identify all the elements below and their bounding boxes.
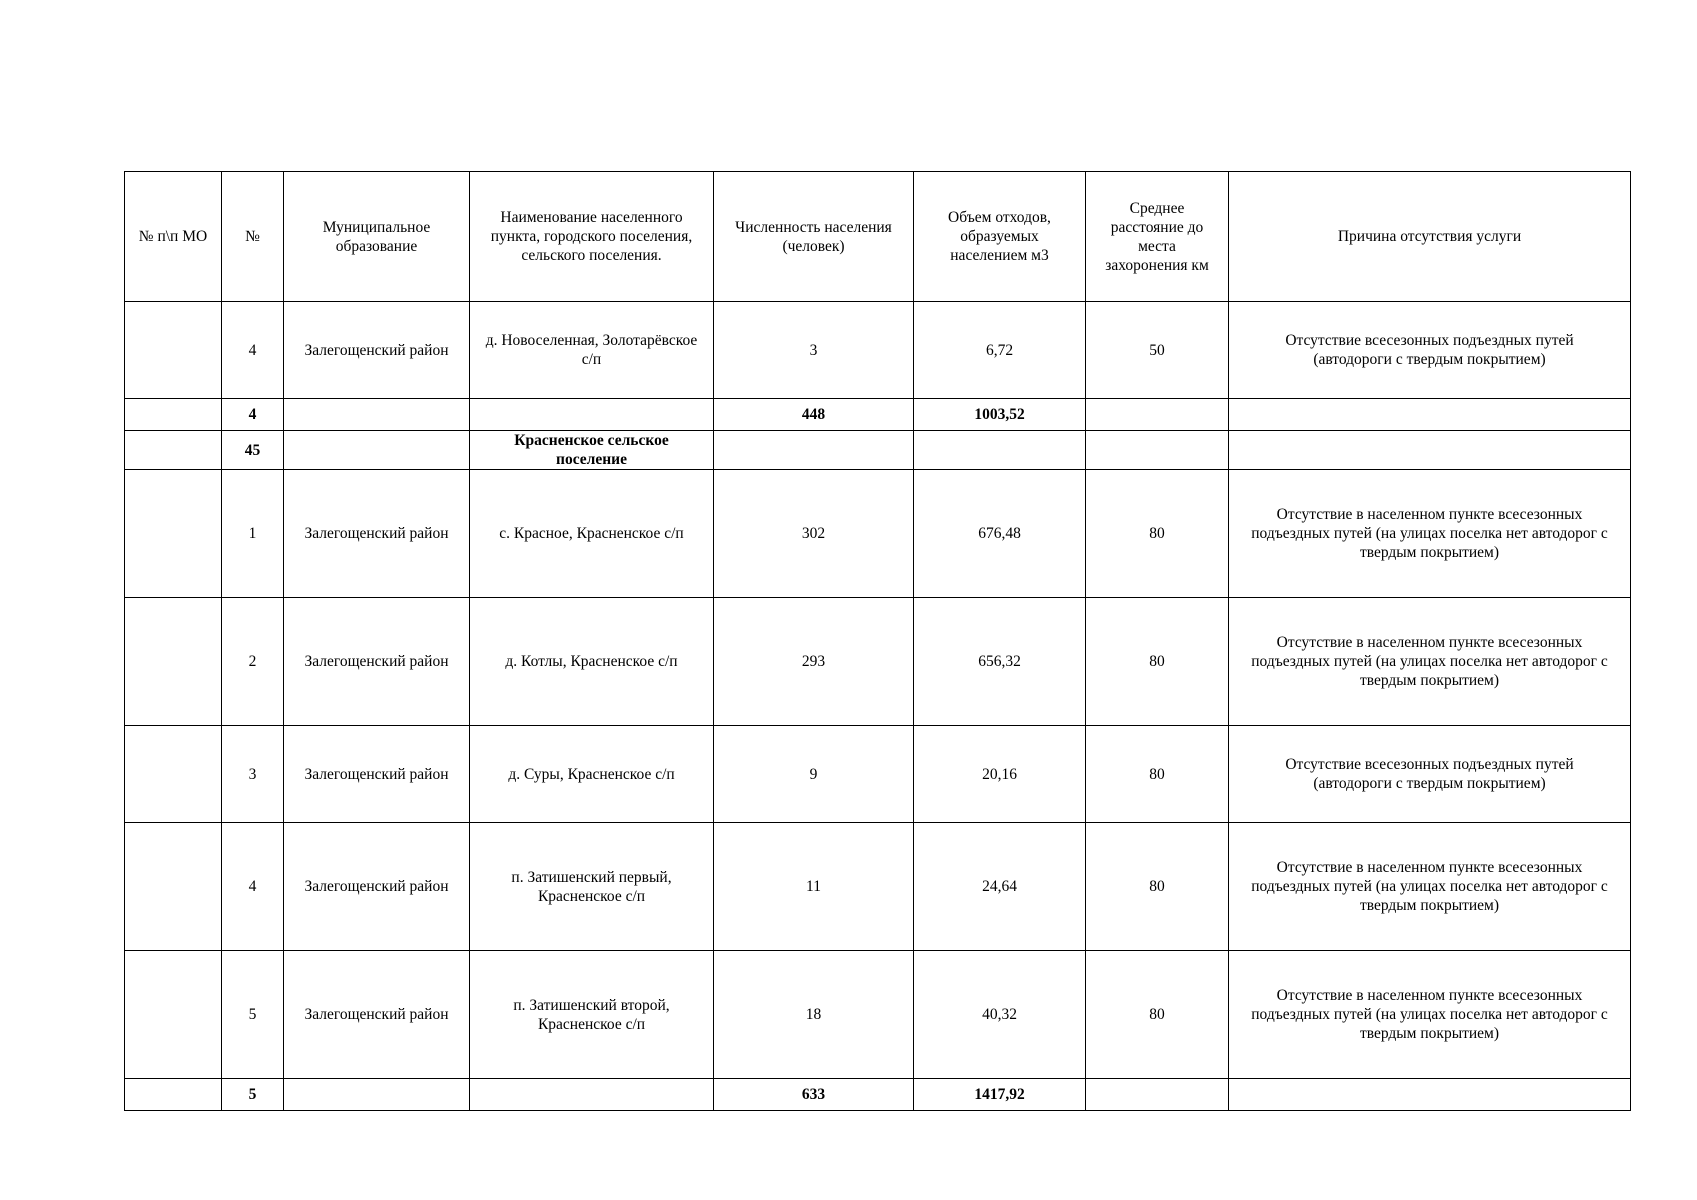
cell-settlement: п. Затишенский второй, Красненское с/п: [470, 951, 714, 1079]
cell-waste-volume: 656,32: [914, 598, 1086, 726]
cell-mo-number: [125, 302, 222, 399]
waste-service-table: [124, 171, 1631, 1111]
cell-settlement: д. Новоселенная, Золотарёвское с/п: [470, 302, 714, 399]
cell-distance: 80: [1086, 470, 1229, 598]
cell-number: 1: [222, 470, 284, 598]
cell-mo-number: [125, 598, 222, 726]
cell-reason: Отсутствие в населенном пункте всесезонных подъездных путей (на улицах поселка нет автодорог с твердым покрытием): [1229, 598, 1631, 726]
cell-municipality: Залегощенский район: [284, 470, 470, 598]
cell-distance: 50: [1086, 302, 1229, 399]
table-row: [125, 951, 1631, 1079]
cell-number: 4: [222, 302, 284, 399]
cell-number: 2: [222, 598, 284, 726]
cell-distance: 80: [1086, 726, 1229, 823]
cell-number: 4: [222, 823, 284, 951]
subtotal-row: [125, 1079, 1631, 1111]
cell-population: 18: [714, 951, 914, 1079]
cell-waste-volume: 40,32: [914, 951, 1086, 1079]
header-distance: Среднее расстояние до места захоронения км: [1086, 172, 1229, 302]
cell-number: 5: [222, 1079, 284, 1111]
cell-population: 9: [714, 726, 914, 823]
cell-settlement: д. Котлы, Красненское с/п: [470, 598, 714, 726]
cell-number: 4: [222, 399, 284, 431]
cell-distance: [1086, 399, 1229, 431]
cell-number: 3: [222, 726, 284, 823]
cell-municipality: [284, 399, 470, 431]
header-waste-volume: Объем отходов, образуемых населением м3: [914, 172, 1086, 302]
cell-waste-volume: 24,64: [914, 823, 1086, 951]
table-row: [125, 302, 1631, 399]
cell-reason: [1229, 399, 1631, 431]
table-row: [125, 470, 1631, 598]
cell-population: 11: [714, 823, 914, 951]
cell-municipality: Залегощенский район: [284, 951, 470, 1079]
cell-distance: 80: [1086, 951, 1229, 1079]
cell-reason: Отсутствие всесезонных подъездных путей (автодороги с твердым покрытием): [1229, 726, 1631, 823]
cell-number: 5: [222, 951, 284, 1079]
cell-municipality: [284, 1079, 470, 1111]
table-body: [125, 302, 1631, 1111]
cell-municipality: [284, 431, 470, 470]
cell-mo-number: [125, 470, 222, 598]
cell-population: 448: [714, 399, 914, 431]
cell-municipality: Залегощенский район: [284, 598, 470, 726]
cell-population: 633: [714, 1079, 914, 1111]
header-number: №: [222, 172, 284, 302]
cell-reason: Отсутствие в населенном пункте всесезонных подъездных путей (на улицах поселка нет автодорог с твердым покрытием): [1229, 470, 1631, 598]
cell-distance: 80: [1086, 823, 1229, 951]
table-row: [125, 598, 1631, 726]
cell-settlement: д. Суры, Красненское с/п: [470, 726, 714, 823]
cell-population: 3: [714, 302, 914, 399]
cell-waste-volume: [914, 431, 1086, 470]
cell-reason: Отсутствие всесезонных подъездных путей (автодороги с твердым покрытием): [1229, 302, 1631, 399]
cell-mo-number: [125, 726, 222, 823]
cell-reason: [1229, 1079, 1631, 1111]
header-municipality: Муниципальное образование: [284, 172, 470, 302]
cell-mo-number: [125, 823, 222, 951]
cell-population: 302: [714, 470, 914, 598]
cell-waste-volume: 20,16: [914, 726, 1086, 823]
cell-municipality: Залегощенский район: [284, 302, 470, 399]
cell-mo-number: [125, 1079, 222, 1111]
cell-population: [714, 431, 914, 470]
header-reason: Причина отсутствия услуги: [1229, 172, 1631, 302]
cell-settlement: [470, 1079, 714, 1111]
table-row: [125, 823, 1631, 951]
group-header-row: [125, 431, 1631, 470]
cell-settlement: [470, 399, 714, 431]
cell-population: 293: [714, 598, 914, 726]
cell-waste-volume: 6,72: [914, 302, 1086, 399]
cell-distance: 80: [1086, 598, 1229, 726]
table-header-row: [125, 172, 1631, 302]
cell-municipality: Залегощенский район: [284, 823, 470, 951]
cell-waste-volume: 1003,52: [914, 399, 1086, 431]
cell-settlement: с. Красное, Красненское с/п: [470, 470, 714, 598]
header-settlement: Наименование населенного пункта, городского поселения, сельского поселения.: [470, 172, 714, 302]
cell-reason: Отсутствие в населенном пункте всесезонных подъездных путей (на улицах поселка нет автодорог с твердым покрытием): [1229, 951, 1631, 1079]
cell-distance: [1086, 1079, 1229, 1111]
cell-mo-number: [125, 951, 222, 1079]
cell-waste-volume: 676,48: [914, 470, 1086, 598]
cell-mo-number: [125, 431, 222, 470]
cell-number: 45: [222, 431, 284, 470]
cell-municipality: Залегощенский район: [284, 726, 470, 823]
subtotal-row: [125, 399, 1631, 431]
cell-waste-volume: 1417,92: [914, 1079, 1086, 1111]
table-row: [125, 726, 1631, 823]
cell-reason: [1229, 431, 1631, 470]
cell-distance: [1086, 431, 1229, 470]
header-population: Численность населения (человек): [714, 172, 914, 302]
cell-settlement: Красненское сельское поселение: [470, 431, 714, 470]
header-mo-number: № п\п МО: [125, 172, 222, 302]
cell-settlement: п. Затишенский первый, Красненское с/п: [470, 823, 714, 951]
cell-reason: Отсутствие в населенном пункте всесезонных подъездных путей (на улицах поселка нет автодорог с твердым покрытием): [1229, 823, 1631, 951]
cell-mo-number: [125, 399, 222, 431]
